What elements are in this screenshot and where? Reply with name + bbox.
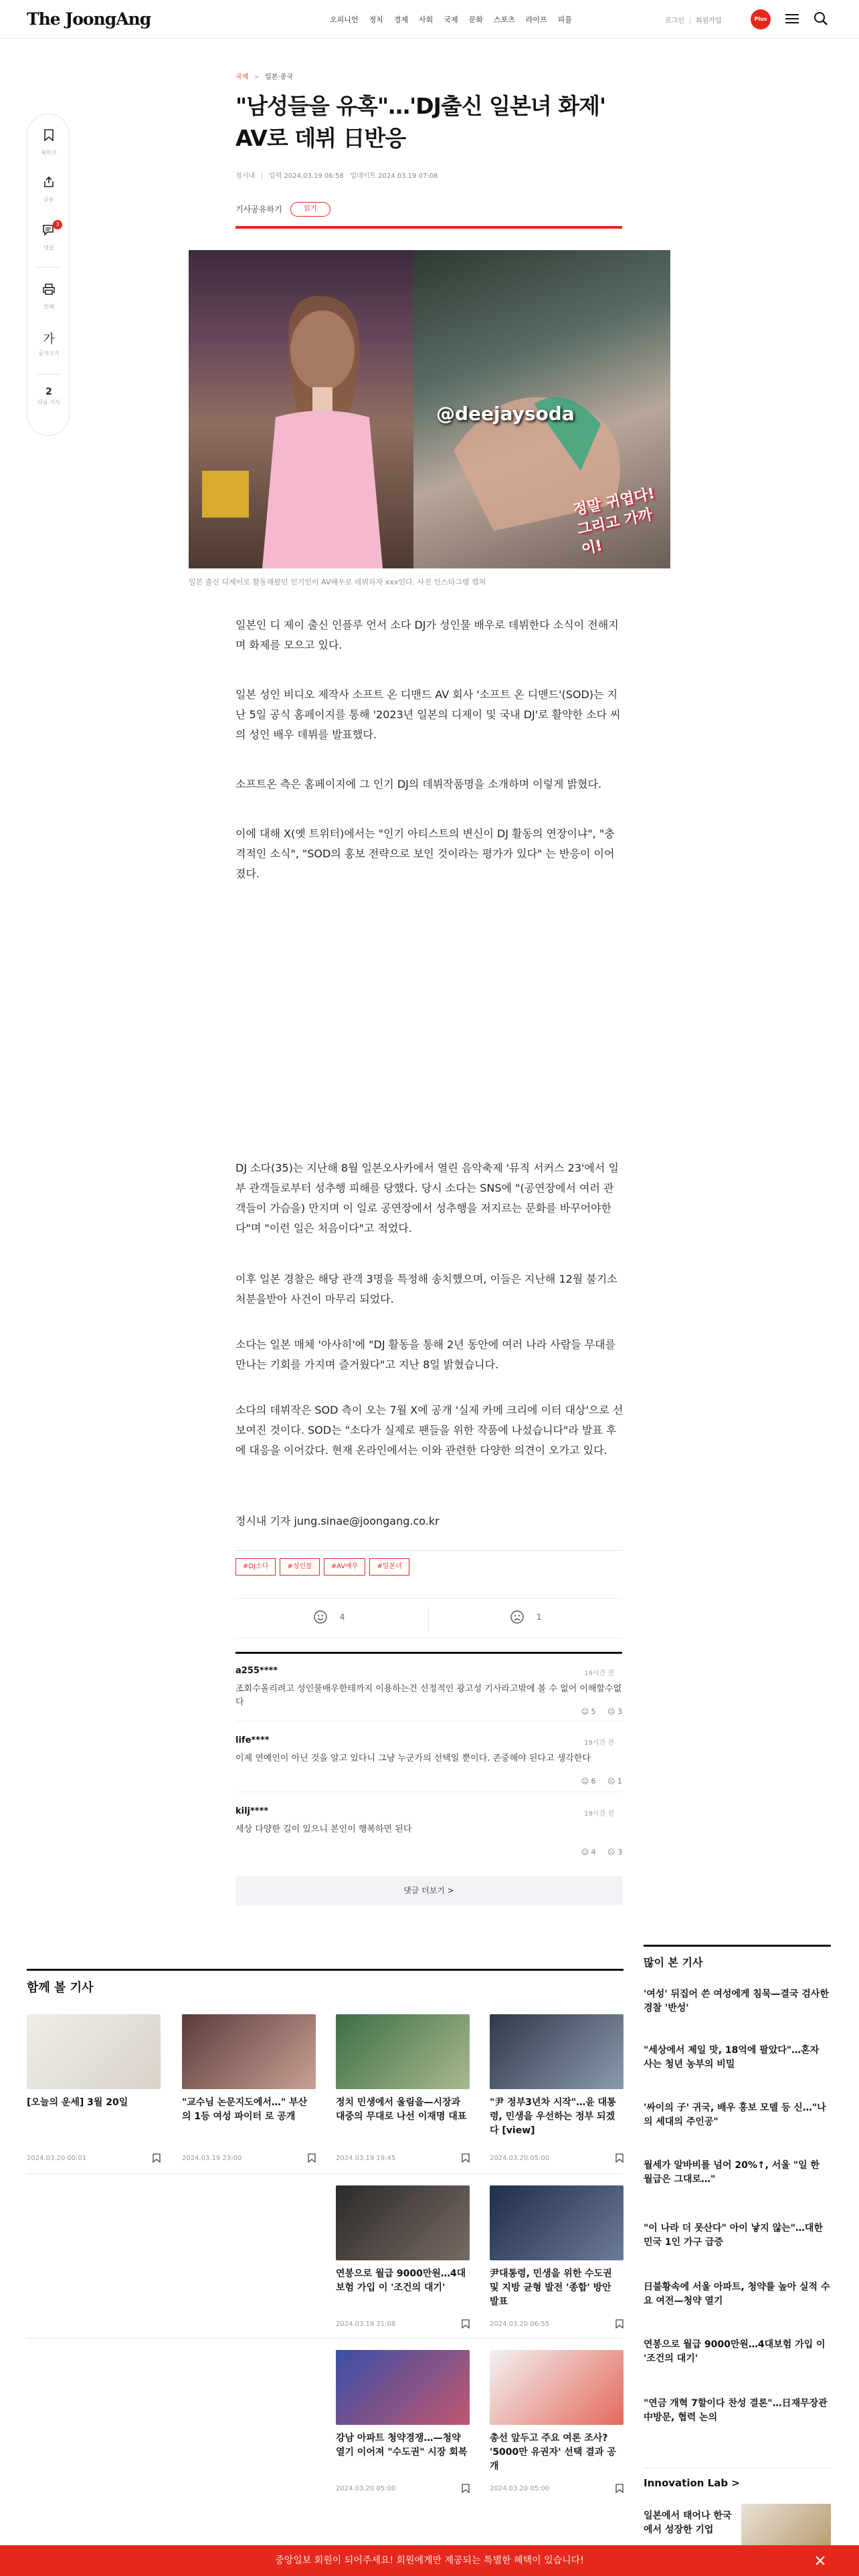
tag-item[interactable]: #일본녀 [369,1558,409,1576]
photo-caption: 일본 출신 디제이로 활동해왔던 인기인이 AV배우로 데뷔하자 xxx인다. 사진 인스타그램 캡처 [189,578,486,586]
tag-item[interactable]: #AV배우 [324,1558,366,1576]
bookmark-icon[interactable] [462,2319,470,2329]
comment-date: 19시간 전 [584,1670,614,1677]
share-article-label[interactable]: 기사공유하기 [235,205,282,214]
signup-link[interactable]: 회원가입 [695,17,722,25]
ranking-item[interactable]: '싸이의 子' 귀국, 배우 홍보 모델 등 신…"나의 세대의 주인공" [644,2103,826,2127]
divider [428,1607,429,1631]
card-date: 2024.03.20 00:01 [27,2155,87,2162]
article-paragraph: 일본인 디 제이 출신 인플루 언서 소다 DJ가 성인물 배우로 데뷔한다 소식이 전해지며 화제를 모으고 있다. [235,619,619,651]
breadcrumb-section[interactable]: 국제 [235,74,249,81]
article-paragraph: DJ 소다(35)는 지난해 8월 일본오사카에서 열린 음악축제 '뮤직 서커스 23'에서 일부 관객들로부터 성추행 피해를 당했다. 당시 소다는 SNS에 "(공연장에서 여러 관객들이 가슴을) 만지며 이 일로 공연장에서 성추행을 저지르는 문화를 바꾸어야한다"며 "이런 일은 처음이다"고 적었다. [235,1162,619,1235]
smile-icon [313,1610,328,1624]
comment-votes [572,1777,622,1786]
nav-item-people[interactable]: 피플 [557,15,572,24]
tag-list [235,1558,409,1576]
related-section-title: 함께 볼 기사 [27,1981,94,1995]
comment-button[interactable] [27,221,70,251]
related-card[interactable] [336,2350,470,2492]
ranking-item[interactable]: 日불황속에 서울 아파트, 청약률 높아 실적 수요 여전—청약 열기 [644,2282,830,2306]
article-side-rail [27,114,70,436]
input-time: 2024.03.19 06:58 [284,173,344,180]
card-thumbnail [490,2185,624,2260]
comment-like-button[interactable]: ☺ 5 [581,1707,596,1716]
bookmark-icon[interactable] [615,2484,624,2493]
bookmark-icon[interactable] [462,2153,470,2163]
card-title: 尹대통령, 민생을 위한 수도권 및 지방 균형 발전 '종합' 방안 발표 [490,2268,612,2307]
print-label: 인쇄 [43,304,54,310]
ranking-item[interactable]: 월세가 알바비를 넘어 20%↑, 서울 "일 한 월급은 그대로…" [644,2160,820,2185]
article-headline: "남성들을 유혹"…'DJ출신 일본녀 화제' AV로 데뷔 日반응 [235,93,606,151]
input-label: 입력 [268,173,282,180]
share-icon [43,176,55,188]
related-card[interactable] [490,2014,624,2162]
card-title: "尹 정부3년차 시작"…윤 대통령, 민생을 우선하는 정부 되겠다 [view] [490,2097,616,2136]
related-card[interactable] [336,2014,470,2162]
bookmark-icon [43,129,54,141]
section-rule [27,1969,624,1971]
bookmark-icon[interactable] [615,2153,624,2163]
article-tools [235,202,622,229]
comment-user[interactable]: kilj**** [235,1806,269,1816]
share-label: 공유 [43,197,54,203]
divider [27,2173,624,2174]
article-meta [235,170,438,180]
nav-item-world[interactable]: 국제 [444,15,458,24]
card-title: 정치 민생에서 울림을—시장과 대중의 무대로 나선 이재명 대표 [336,2097,467,2122]
nav-item-opinion[interactable]: 오피니언 [330,15,359,24]
article-photo [189,250,670,568]
like-count: 4 [339,1612,345,1622]
bookmark-icon[interactable] [462,2484,470,2493]
reaction-bar [235,1598,622,1638]
dislike-count: 1 [536,1612,542,1622]
article-paragraph: 소다는 일본 매체 '아사히'에 "DJ 활동을 통해 2년 동안에 여러 나라 사람들 무대를 만나는 기회를 가지며 즐거웠다"고 지난 8일 밝혔습니다. [235,1338,616,1371]
main-nav [330,14,583,25]
comment-votes [572,1707,622,1716]
related-card[interactable] [182,2014,316,2162]
innovation-lab-link[interactable]: Innovation Lab > [644,2477,740,2489]
breadcrumb [235,71,293,81]
page-number: 2 [45,387,52,397]
ranking-title: 많이 본 기사 [644,1956,703,1969]
next-article-button[interactable] [27,385,70,406]
card-date: 2024.03.20 05:00 [336,2485,396,2492]
bookmark-button[interactable] [27,129,70,156]
ranking-item[interactable]: "이 나라 더 못산다" 아이 낳지 않는"…대한민국 1인 가구 급증 [644,2223,823,2248]
card-thumbnail [490,2350,624,2425]
card-title: "교수님 논문지도에서…" 부산의 1등 여성 파이터 로 공개 [182,2097,308,2122]
comment-user[interactable]: a255**** [235,1666,278,1676]
promo-text: 중앙일보 회원이 되어주세요! 회원에게만 제공되는 특별한 혜택이 있습니다! [275,2555,584,2566]
comment-item [235,1806,622,1856]
related-card[interactable] [490,2350,624,2492]
comment-text: 이제 연예인이 아닌 것을 알고 있다니 그냥 누군가의 선택일 뿐이다. 존중해야 된다고 생각한다 [235,1753,591,1763]
article-paragraph: 이후 일본 경찰은 해당 관객 3명을 특정해 송치했으며, 이들은 지난해 12월 불기소처분을받아 사건이 마무리 되었다. [235,1273,617,1305]
comment-dislike-button[interactable]: ☹ 3 [607,1707,622,1716]
dislike-button[interactable] [510,1610,541,1624]
update-label: 업데이트 [350,173,376,180]
close-icon[interactable] [815,2555,826,2566]
nav-item-politics[interactable]: 정치 [369,15,383,24]
bookmark-icon[interactable] [615,2319,624,2329]
tag-item[interactable]: #성인물 [280,1558,319,1576]
bookmark-label: 북마크 [41,150,57,156]
like-button[interactable] [313,1610,345,1624]
comment-like-button[interactable]: ☺ 4 [581,1848,596,1856]
comment-item [235,1666,622,1716]
frown-icon [510,1610,524,1624]
ranking-item[interactable]: "연금 개혁 7할이다 찬성 결론"…日재무장관 中방문, 협력 논의 [644,2398,828,2423]
plus-badge[interactable]: Plus [751,9,771,29]
ranking-item[interactable]: 연봉으로 월급 9000만원…4대보험 가입 이 '조건의 대기' [644,2339,826,2364]
search-icon[interactable] [814,11,828,26]
photo-left-panel [189,250,413,568]
comment-like-button[interactable]: ☺ 6 [581,1777,596,1786]
section-rule [644,1945,831,1947]
article-paragraph: 소프트온 측은 홈페이지에 그 인기 DJ의 데뷔작품명을 소개하며 이렇게 밝혔다. [235,778,602,790]
nav-item-culture[interactable]: 문화 [468,15,483,24]
ranking-item[interactable]: "세상에서 제일 맛, 18억에 팔았다"…혼자 사는 청년 농부의 비밀 [644,2045,820,2070]
more-comments-button[interactable]: 댓글 더보기 > [235,1876,622,1905]
card-thumbnail [336,2014,470,2089]
card-date: 2024.03.19 23:00 [182,2155,242,2162]
related-card[interactable] [490,2185,624,2328]
font-size-button[interactable] [27,330,70,357]
comment-dislike-button[interactable]: ☹ 3 [607,1848,622,1856]
divider [27,2338,624,2339]
related-card[interactable] [336,2185,470,2328]
signup-promo-bar[interactable] [0,2545,859,2576]
card-thumbnail [336,2350,470,2425]
comment-date: 19시간 전 [584,1810,614,1818]
update-time: 2024.03.19 07:08 [378,173,438,180]
comment-count-badge: 3 [53,220,62,229]
hamburger-menu-icon[interactable] [785,13,799,25]
breadcrumb-separator: > [254,74,260,81]
card-thumbnail [182,2014,316,2089]
print-button[interactable] [27,283,70,310]
article-paragraph: 일본 성인 비디오 제작사 소프트 온 디맨드 AV 회사 '소프트 온 디맨드'(SOD)는 지난 5일 공식 홈페이지를 통해 '2023년 일본의 디제이 및 국내 DJ'로 활약한 소다 씨의 성인 배우 데뷔를 발표했다. [235,688,621,741]
card-date: 2024.03.19 19:45 [336,2155,396,2162]
site-logo[interactable]: The JoongAng [27,9,151,29]
card-date: 2024.03.20 06:55 [490,2321,550,2328]
photo-overlay-text: 정말 귀엽다! 그리고 가까이! [571,485,657,558]
card-thumbnail [27,2014,161,2089]
bookmark-icon[interactable] [153,2153,161,2163]
tag-item[interactable]: #DJ소다 [235,1558,276,1576]
comment-label: 댓글 [43,245,54,251]
card-date: 2024.03.19 21:08 [336,2321,396,2328]
card-title: [오늘의 운세] 3월 20일 [27,2097,128,2108]
reporter-name[interactable]: 정시내 [235,173,255,180]
divider [235,1550,622,1551]
comment-list [235,1652,622,1856]
card-date: 2024.03.20 05:00 [490,2485,550,2492]
comment-item [235,1735,622,1786]
nav-item-life[interactable]: 라이프 [525,15,547,24]
font-size-label: 글자크기 [38,350,60,356]
card-title: 총선 앞두고 주요 여론 조사? '5000만 유권자' 선택 결과 공개 [490,2433,616,2472]
bookmark-icon[interactable] [308,2153,316,2163]
login-link[interactable]: 로그인 [665,17,684,25]
print-icon [43,283,55,295]
font-size-icon: 가 [43,332,55,346]
card-thumbnail [336,2185,470,2260]
nav-item-economy[interactable]: 경제 [393,15,409,24]
card-title: 강남 아파트 청약경쟁…—청약 열기 이어져 "수도권" 시장 회복 [336,2433,468,2458]
innovation-thumbnail[interactable] [741,2504,831,2551]
breadcrumb-subsection[interactable]: 일본·중국 [265,74,293,81]
ad-slot [235,909,624,1150]
photo-watermark: @deejaysoda [436,403,575,425]
comment-text: 세상 다양한 길이 있으니 본인이 행복하면 된다 [235,1824,412,1834]
related-card[interactable] [27,2014,161,2162]
comment-user[interactable]: life**** [235,1735,270,1745]
nav-item-sports[interactable]: 스포츠 [493,15,515,24]
comment-votes [572,1848,622,1856]
account-links [665,15,722,25]
comment-text: 조회수올리려고 성인물배우한테까지 이용하는건 선정적인 광고성 기사라고밖에 볼 수 없어 이해할수없다 [235,1684,622,1707]
nav-item-society[interactable]: 사회 [419,15,434,24]
article-paragraph: 이에 대해 X(옛 트위터)에서는 "인기 아티스트의 변신이 DJ 활동의 연장이냐", "충격적인 소식", "SOD의 홍보 전략으로 보인 것이라는 평가가 있다" 는 반응이 이어졌다. [235,827,615,880]
article-paragraph: 소다의 데뷔작은 SOD 측이 오는 7월 X에 공개 '실제 카메 크리에 이터 대상'으로 선보여진 것이다. SOD는 "소다가 실제로 팬들을 위한 작품에 나섰습니다"라 발표 후에 대응을 이어갔다. 현재 온라인에서는 이와 관련한 다양한 의견이 오가고 있다. [235,1404,624,1457]
comment-dislike-button[interactable]: ☹ 1 [607,1777,622,1786]
innovation-item[interactable]: 일본에서 태어나 한국에서 성장한 기업 [644,2510,732,2535]
card-title: 연봉으로 월급 9000만원…4대보험 가입 이 '조건의 대기' [336,2268,466,2293]
share-button[interactable] [27,176,70,203]
card-date: 2024.03.20 05:00 [490,2155,550,2162]
read-aloud-button[interactable]: 읽기 [290,202,330,217]
card-thumbnail [490,2014,624,2089]
article-byline: 정시내 기자 jung.sinae@joongang.co.kr [235,1515,440,1527]
site-header [0,0,859,39]
person-silhouette [189,250,413,568]
comment-date: 19시간 전 [584,1739,614,1747]
next-article-label: 다음 기사 [37,399,60,405]
ranking-item[interactable]: '여성' 뒤집어 쓴 여성에게 침묵—결국 검사한 경찰 '반성' [644,1989,829,2014]
